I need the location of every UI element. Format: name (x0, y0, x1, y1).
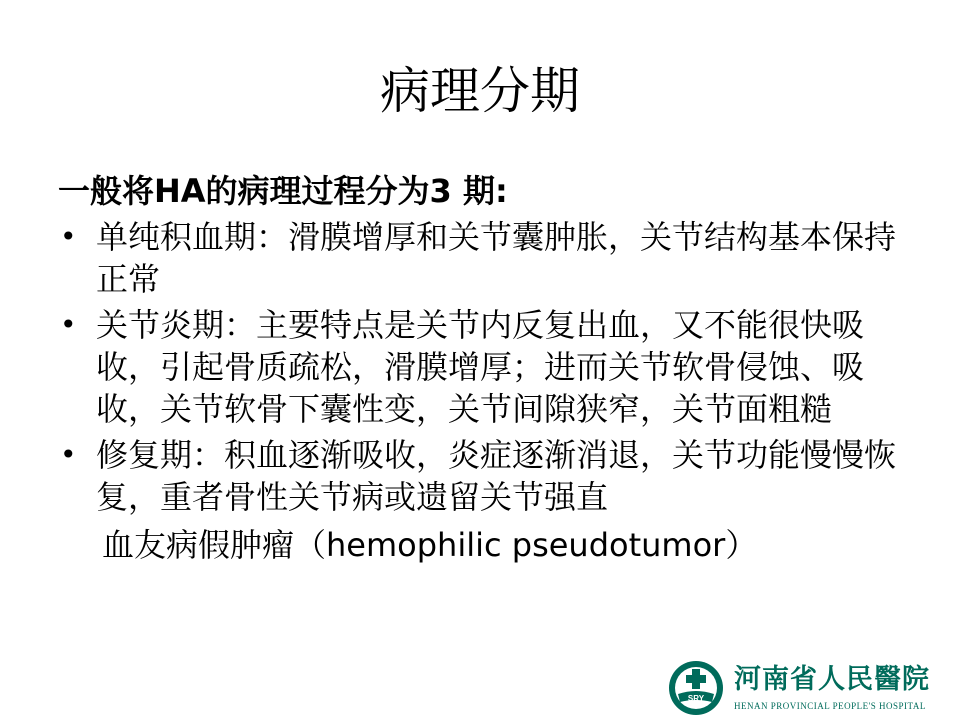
bullet-marker: • (60, 220, 77, 253)
bullet-marker: • (60, 438, 77, 471)
bullet-text: 关节炎期：主要特点是关节内反复出血，又不能很快吸收，引起骨质疏松，滑膜增厚；进而关节软骨侵蚀、吸收，关节软骨下囊性变，关节间隙狭窄，关节面粗糙 (96, 306, 865, 428)
slide-content (58, 170, 898, 566)
bullet-text: 修复期：积血逐渐吸收，炎症逐渐消退，关节功能慢慢恢复，重者骨性关节病或遗留关节强直 (96, 436, 897, 516)
bullet-list (58, 216, 898, 522)
bullet-item (58, 434, 898, 522)
bullet-item (58, 216, 898, 304)
intro-text: 一般将HA的病理过程分为3 期: (58, 172, 508, 210)
hospital-name-cn: 河南省人民醫院 (734, 664, 930, 695)
bullet-text: 单纯积血期：滑膜增厚和关节囊肿胀，关节结构基本保持正常 (96, 218, 897, 298)
hospital-logo (668, 660, 938, 716)
slide-title: 病理分期 (380, 62, 580, 120)
hospital-name-en: HENAN PROVINCIAL PEOPLE'S HOSPITAL (734, 701, 926, 711)
bullet-marker: • (60, 308, 77, 341)
hospital-emblem-icon (668, 660, 724, 716)
bullet-item (58, 304, 898, 434)
pseudotumor-line: 血友病假肿瘤（hemophilic pseudotumor） (102, 526, 758, 564)
logo-mark-text: SRY (687, 694, 705, 703)
